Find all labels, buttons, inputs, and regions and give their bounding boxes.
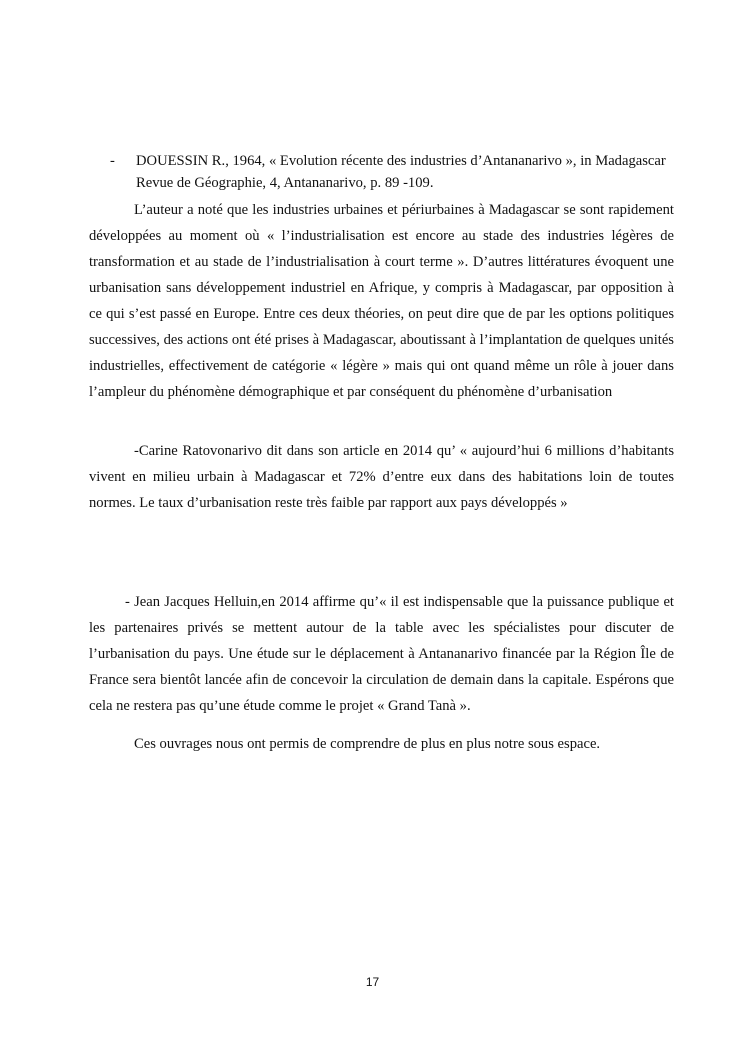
paragraph-helluin-quote: - Jean Jacques Helluin,en 2014 affirme qu’« il est indispensable que la puissance publique et les partenaires privés se mettent autour de la table avec les spécialistes pour discuter de l’urbanisation du pays. Une étude sur le déplacement à Antananarivo financée par la Région Île de France sera bientôt lancée afin de concevoir la circulation de demain dans la capitale. Espérons que cela ne restera pas qu’une étude comme le projet « Grand Tanà ». [89, 594, 674, 714]
bibliography-reference [110, 150, 670, 194]
paragraph-ratovonarivo-quote: -Carine Ratovonarivo dit dans son article en 2014 qu’ « aujourd’hui 6 millions d’habitants vivent en milieu urbain à Madagascar et 72% d’entre eux dans des habitations loin de toutes normes. Le taux d’urbanisation reste très faible par rapport aux pays développés » [89, 443, 674, 511]
reference-text: DOUESSIN R., 1964, « Evolution récente des industries d’Antananarivo », in Madagascar Revue de Géographie, 4, Antananarivo, p. 89 -109. [136, 153, 666, 191]
page-number: 17 [365, 975, 380, 989]
paragraph-author-commentary: L’auteur a noté que les industries urbaines et périurbaines à Madagascar se sont rapidement développées au moment où « l’industrialisation est encore au stade des industries légères de transformation et au stade de l’industrialisation à court terme ». D’autres littératures évoquent une urbanisation sans développement industriel en Afrique, y compris à Madagascar, par opposition à ce qui s’est passé en Europe. Entre ces deux théories, on peut dire que de par les options politiques successives, des actions ont été prises à Madagascar, aboutissant à l’implantation de quelques unités industrielles, effectivement de catégorie « légère » mais qui ont quand même un rôle à jouer dans l’ampleur du phénomène démographique et par conséquent du phénomène d’urbanisation [89, 202, 674, 400]
paragraph-conclusion: Ces ouvrages nous ont permis de comprendre de plus en plus notre sous espace. [134, 736, 601, 752]
list-dash: - [110, 153, 115, 169]
